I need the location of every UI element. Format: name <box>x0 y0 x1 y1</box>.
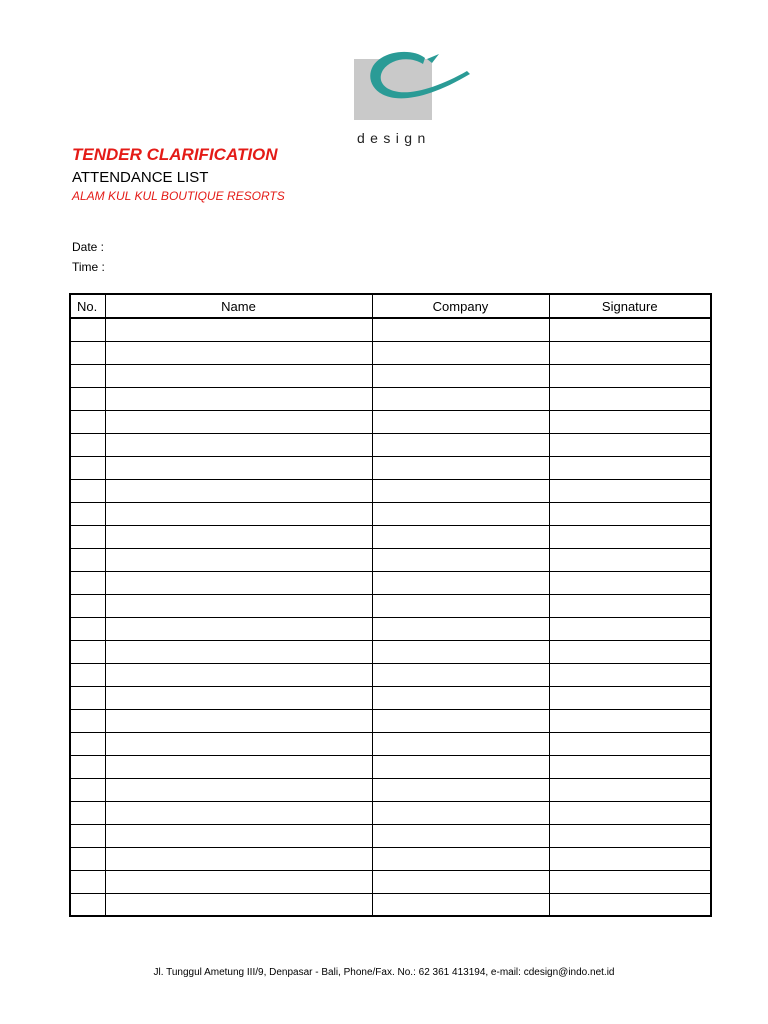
table-row <box>70 480 711 503</box>
table-row <box>70 318 711 342</box>
cell-signature[interactable] <box>549 480 711 503</box>
cell-signature[interactable] <box>549 664 711 687</box>
cell-name[interactable] <box>105 641 372 664</box>
cell-no[interactable] <box>70 526 105 549</box>
cell-company[interactable] <box>372 365 549 388</box>
cell-name[interactable] <box>105 871 372 894</box>
cell-signature[interactable] <box>549 756 711 779</box>
cell-no[interactable] <box>70 687 105 710</box>
cell-company[interactable] <box>372 342 549 365</box>
cell-signature[interactable] <box>549 503 711 526</box>
cell-no[interactable] <box>70 756 105 779</box>
cell-signature[interactable] <box>549 733 711 756</box>
table-row <box>70 342 711 365</box>
cell-company[interactable] <box>372 572 549 595</box>
cell-no[interactable] <box>70 848 105 871</box>
cell-name[interactable] <box>105 595 372 618</box>
cell-no[interactable] <box>70 457 105 480</box>
cell-company[interactable] <box>372 687 549 710</box>
cell-name[interactable] <box>105 572 372 595</box>
cell-name[interactable] <box>105 480 372 503</box>
cell-signature[interactable] <box>549 779 711 802</box>
cell-signature[interactable] <box>549 848 711 871</box>
table-row <box>70 388 711 411</box>
cell-signature[interactable] <box>549 365 711 388</box>
cell-company[interactable] <box>372 756 549 779</box>
cell-name[interactable] <box>105 664 372 687</box>
cell-company[interactable] <box>372 825 549 848</box>
cell-name[interactable] <box>105 733 372 756</box>
cell-no[interactable] <box>70 549 105 572</box>
cell-name[interactable] <box>105 434 372 457</box>
cell-no[interactable] <box>70 388 105 411</box>
cell-signature[interactable] <box>549 572 711 595</box>
cell-no[interactable] <box>70 894 105 917</box>
cell-company[interactable] <box>372 871 549 894</box>
footer-address: Jl. Tunggul Ametung III/9, Denpasar - Bali, Phone/Fax. No.: 62 361 413194, e-mail: cdesign@indo.net.id <box>153 967 615 978</box>
table-row <box>70 503 711 526</box>
cell-name[interactable] <box>105 848 372 871</box>
cell-company[interactable] <box>372 595 549 618</box>
table-row <box>70 595 711 618</box>
cell-signature[interactable] <box>549 802 711 825</box>
cell-name[interactable] <box>105 318 372 342</box>
cell-no[interactable] <box>70 871 105 894</box>
cell-company[interactable] <box>372 894 549 917</box>
attendance-table <box>69 293 712 917</box>
cell-company[interactable] <box>372 733 549 756</box>
cell-company[interactable] <box>372 526 549 549</box>
cell-signature[interactable] <box>549 434 711 457</box>
cell-no[interactable] <box>70 802 105 825</box>
table-row <box>70 457 711 480</box>
table-row <box>70 825 711 848</box>
cell-no[interactable] <box>70 365 105 388</box>
cell-company[interactable] <box>372 318 549 342</box>
column-header-company: Company <box>372 294 549 318</box>
cell-signature[interactable] <box>549 825 711 848</box>
column-header-signature: Signature <box>549 294 711 318</box>
cell-company[interactable] <box>372 411 549 434</box>
cell-no[interactable] <box>70 618 105 641</box>
cell-no[interactable] <box>70 825 105 848</box>
cell-signature[interactable] <box>549 549 711 572</box>
table-row <box>70 526 711 549</box>
cell-company[interactable] <box>372 802 549 825</box>
cell-name[interactable] <box>105 526 372 549</box>
cell-name[interactable] <box>105 411 372 434</box>
cell-company[interactable] <box>372 388 549 411</box>
table-row <box>70 733 711 756</box>
table-row <box>70 434 711 457</box>
cell-no[interactable] <box>70 342 105 365</box>
table-row <box>70 848 711 871</box>
document-title: TENDER CLARIFICATION <box>72 145 278 164</box>
cell-no[interactable] <box>70 664 105 687</box>
cell-signature[interactable] <box>549 641 711 664</box>
column-header-name: Name <box>105 294 372 318</box>
project-name: ALAM KUL KUL BOUTIQUE RESORTS <box>72 189 285 203</box>
cell-name[interactable] <box>105 756 372 779</box>
cell-company[interactable] <box>372 779 549 802</box>
cell-company[interactable] <box>372 503 549 526</box>
cell-no[interactable] <box>70 641 105 664</box>
document-subtitle: ATTENDANCE LIST <box>72 169 209 186</box>
cell-signature[interactable] <box>549 457 711 480</box>
cell-name[interactable] <box>105 388 372 411</box>
cell-signature[interactable] <box>549 595 711 618</box>
cell-name[interactable] <box>105 618 372 641</box>
cell-company[interactable] <box>372 710 549 733</box>
cell-company[interactable] <box>372 434 549 457</box>
c-swoosh-icon <box>353 48 477 128</box>
date-label: Date : <box>72 240 105 254</box>
table-row <box>70 618 711 641</box>
cell-signature[interactable] <box>549 318 711 342</box>
cell-signature[interactable] <box>549 894 711 917</box>
cell-company[interactable] <box>372 664 549 687</box>
table-row <box>70 641 711 664</box>
cell-signature[interactable] <box>549 411 711 434</box>
cell-name[interactable] <box>105 802 372 825</box>
cell-company[interactable] <box>372 848 549 871</box>
cell-signature[interactable] <box>549 342 711 365</box>
table-row <box>70 871 711 894</box>
table-row <box>70 411 711 434</box>
attendance-table-body <box>70 318 711 916</box>
table-row <box>70 710 711 733</box>
company-logo <box>353 48 477 148</box>
cell-no[interactable] <box>70 779 105 802</box>
cell-name[interactable] <box>105 894 372 917</box>
cell-company[interactable] <box>372 618 549 641</box>
cell-signature[interactable] <box>549 526 711 549</box>
cell-company[interactable] <box>372 549 549 572</box>
table-row <box>70 664 711 687</box>
cell-signature[interactable] <box>549 710 711 733</box>
cell-company[interactable] <box>372 641 549 664</box>
table-row <box>70 802 711 825</box>
cell-no[interactable] <box>70 710 105 733</box>
cell-no[interactable] <box>70 411 105 434</box>
cell-name[interactable] <box>105 710 372 733</box>
column-header-no: No. <box>70 294 105 318</box>
cell-company[interactable] <box>372 457 549 480</box>
cell-name[interactable] <box>105 687 372 710</box>
cell-no[interactable] <box>70 733 105 756</box>
table-header-row <box>70 294 711 318</box>
table-row <box>70 687 711 710</box>
table-row <box>70 572 711 595</box>
cell-no[interactable] <box>70 572 105 595</box>
cell-signature[interactable] <box>549 388 711 411</box>
cell-name[interactable] <box>105 503 372 526</box>
table-row <box>70 365 711 388</box>
cell-no[interactable] <box>70 480 105 503</box>
cell-signature[interactable] <box>549 687 711 710</box>
time-label: Time : <box>72 260 105 274</box>
cell-no[interactable] <box>70 503 105 526</box>
cell-name[interactable] <box>105 342 372 365</box>
table-row <box>70 894 711 917</box>
cell-company[interactable] <box>372 480 549 503</box>
table-row <box>70 756 711 779</box>
cell-no[interactable] <box>70 434 105 457</box>
cell-signature[interactable] <box>549 871 711 894</box>
cell-name[interactable] <box>105 457 372 480</box>
cell-name[interactable] <box>105 825 372 848</box>
cell-name[interactable] <box>105 549 372 572</box>
table-row <box>70 549 711 572</box>
cell-no[interactable] <box>70 318 105 342</box>
table-row <box>70 779 711 802</box>
cell-no[interactable] <box>70 595 105 618</box>
cell-signature[interactable] <box>549 618 711 641</box>
cell-name[interactable] <box>105 779 372 802</box>
cell-name[interactable] <box>105 365 372 388</box>
logo-wordmark: design <box>357 130 431 146</box>
